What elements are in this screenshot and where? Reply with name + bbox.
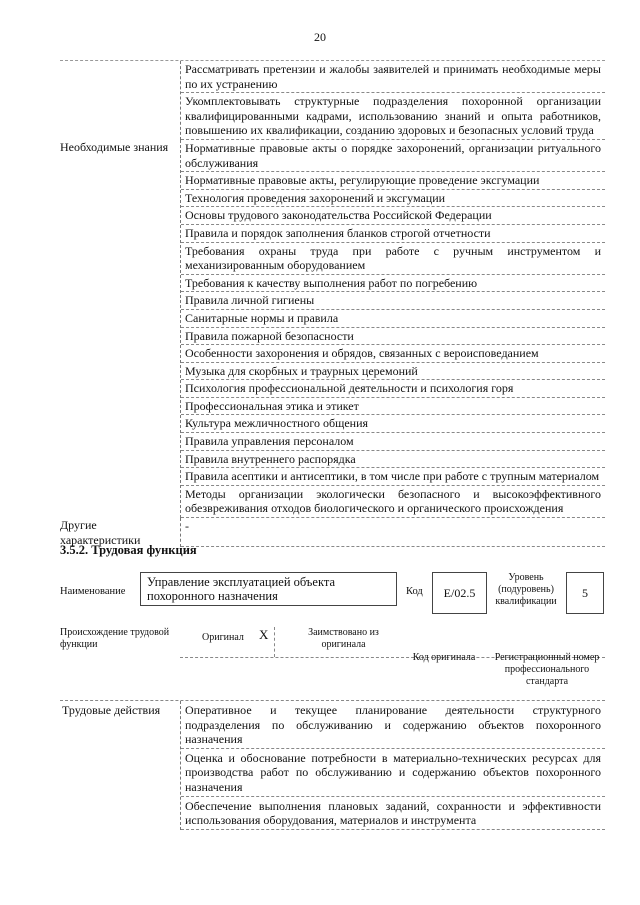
list-item: Музыка для скорбных и траурных церемоний: [181, 363, 605, 381]
knowledge-label: Необходимые знания: [60, 140, 181, 518]
list-item: Укомплектовывать структурные подразделения похоронной организации квалифицированными кадрами, использованию знаний и опыта работников, повышению их квалификации, созданию здоровых и безопасных условий труда: [181, 93, 605, 140]
actions-row: [60, 701, 605, 830]
code-label: Код: [406, 586, 423, 597]
other-label: Другие характеристики: [60, 518, 181, 547]
actions-table: [60, 700, 605, 830]
section-heading: 3.5.2. Трудовая функция: [60, 543, 197, 557]
list-item: Правила пожарной безопасности: [181, 328, 605, 346]
divider: [274, 627, 275, 657]
origin-label: Происхождение трудовой функции: [60, 627, 170, 650]
list-item: Правила личной гигиены: [181, 292, 605, 310]
list-item: Требования к качеству выполнения работ по погребению: [181, 275, 605, 293]
page-number: 20: [314, 30, 326, 44]
level-value: 5: [566, 572, 604, 614]
borrowed-label: Заимствовано из оригинала: [308, 627, 379, 650]
continued-row: [60, 60, 605, 140]
list-item: Обеспечение выполнения плановых заданий, сохранности и эффективности использования оборудования, материалов и инструмента: [181, 797, 605, 830]
list-item: Правила асептики и антисептики, в том числе при работе с трупным материалом: [181, 468, 605, 486]
list-item: Правила внутреннего распорядка: [181, 451, 605, 469]
list-item: Нормативные правовые акты, регулирующие проведение эксгумации: [181, 172, 605, 190]
list-item: Нормативные правовые акты о порядке захоронений, организации ритуального обслуживания: [181, 140, 605, 172]
actions-label: Трудовые действия: [60, 701, 181, 830]
original-label: Оригинал: [202, 632, 244, 643]
list-item: Санитарные нормы и правила: [181, 310, 605, 328]
name-label: Наименование: [60, 586, 126, 597]
list-item: Оценка и обоснование потребности в материально-технических ресурсах для производства работ по обслуживанию и содержанию объектов похоронного назначения: [181, 749, 605, 797]
list-item: Методы организации экологически безопасного и высокоэффективного обезвреживания отходов биологического и органического происхождения: [181, 486, 605, 518]
other-value: -: [181, 518, 605, 547]
code-original-label: Код оригинала: [412, 652, 476, 663]
level-label: Уровень (подуровень) квалификации: [495, 572, 557, 607]
reg-number-label: Регистрационный номер профессионального стандарта: [494, 652, 600, 687]
list-item: Культура межличностного общения: [181, 415, 605, 433]
original-mark: X: [259, 627, 269, 642]
knowledge-table: [60, 60, 605, 547]
list-item: Основы трудового законодательства Российской Федерации: [181, 207, 605, 225]
list-item: Психология профессиональной деятельности и психология горя: [181, 380, 605, 398]
list-item: Рассматривать претензии и жалобы заявителей и принимать необходимые меры по их устранению: [181, 61, 605, 93]
list-item: Технология проведения захоронений и эксгумации: [181, 190, 605, 208]
list-item: Правила и порядок заполнения бланков строгой отчетности: [181, 225, 605, 243]
list-item: Профессиональная этика и этикет: [181, 398, 605, 416]
list-item: Особенности захоронения и обрядов, связанных с вероисповеданием: [181, 345, 605, 363]
knowledge-row: [60, 140, 605, 518]
list-item: Оперативное и текущее планирование деятельности структурного подразделения по обслуживанию и содержанию объектов похоронного назначения: [181, 701, 605, 749]
code-value: E/02.5: [432, 572, 487, 614]
name-value: Управление эксплуатацией объекта похоронного назначения: [140, 572, 397, 606]
list-item: Правила управления персоналом: [181, 433, 605, 451]
continued-label: [60, 61, 181, 140]
list-item: Требования охраны труда при работе с ручным инструментом и механизированным оборудованием: [181, 243, 605, 275]
